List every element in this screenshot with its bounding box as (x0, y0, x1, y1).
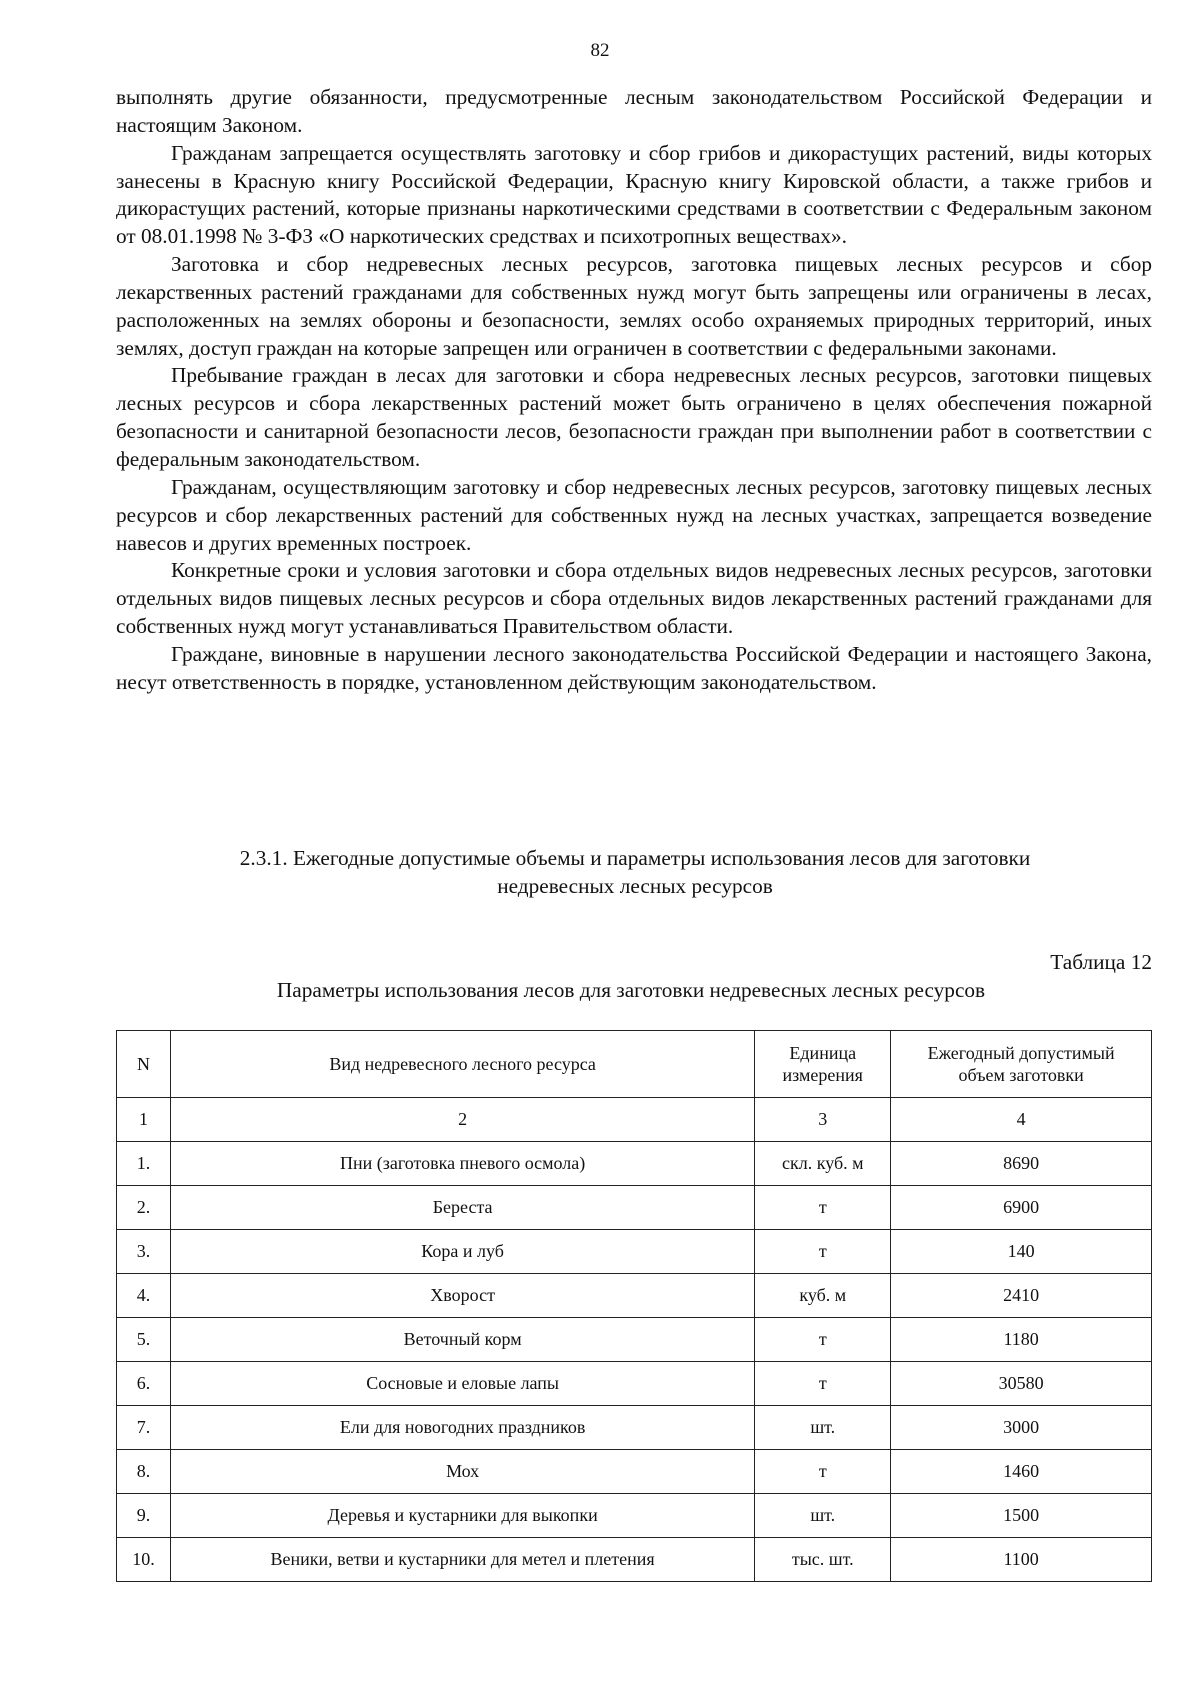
table-row (117, 1406, 1152, 1450)
row-volume: 1500 (891, 1494, 1152, 1538)
table-row (117, 1274, 1152, 1318)
column-number: 3 (755, 1098, 891, 1142)
header-unit-line-1: Единица (789, 1043, 857, 1063)
header-volume-line-2: объем заготовки (958, 1065, 1084, 1085)
section-heading-line-1: 2.3.1. Ежегодные допустимые объемы и параметры использования лесов для заготовки (239, 846, 1031, 870)
row-volume: 140 (891, 1230, 1152, 1274)
row-resource: Береста (170, 1186, 754, 1230)
body-text (116, 84, 1152, 697)
row-volume: 1180 (891, 1318, 1152, 1362)
row-n: 4. (117, 1274, 171, 1318)
row-volume: 6900 (891, 1186, 1152, 1230)
header-unit-line-2: измерения (782, 1065, 863, 1085)
parameters-table (116, 1030, 1152, 1582)
header-n: N (117, 1031, 171, 1098)
row-n: 10. (117, 1538, 171, 1582)
row-resource: Деревья и кустарники для выкопки (170, 1494, 754, 1538)
row-unit: шт. (755, 1494, 891, 1538)
table-header-row (117, 1031, 1152, 1098)
table-row (117, 1494, 1152, 1538)
row-resource: Кора и луб (170, 1230, 754, 1274)
row-unit: т (755, 1450, 891, 1494)
paragraph-4: Пребывание граждан в лесах для заготовки и сбора недревесных лесных ресурсов, заготовки пищевых лесных ресурсов и сбора лекарственных растений может быть ограничено в целях обеспечения пожарной безопасности и санитарной безопасности лесов, безопасности граждан при выполнении работ в соответствии с федеральным законодательством. (116, 363, 1152, 471)
row-n: 6. (117, 1362, 171, 1406)
row-resource: Пни (заготовка пневого осмола) (170, 1142, 754, 1186)
column-number: 1 (117, 1098, 171, 1142)
row-volume: 8690 (891, 1142, 1152, 1186)
paragraph-7: Граждане, виновные в нарушении лесного законодательства Российской Федерации и настоящего Закона, несут ответственность в порядке, установленном действующим законодательством. (116, 641, 1152, 694)
row-resource: Сосновые и еловые лапы (170, 1362, 754, 1406)
row-unit: шт. (755, 1406, 891, 1450)
table-row (117, 1450, 1152, 1494)
row-volume: 30580 (891, 1362, 1152, 1406)
paragraph-6: Конкретные сроки и условия заготовки и сбора отдельных видов недревесных лесных ресурсов, заготовки отдельных видов пищевых лесных ресурсов и сбора отдельных видов лекарственных растений гражданами для собственных нужд могут устанавливаться Правительством области. (116, 558, 1152, 639)
row-n: 8. (117, 1450, 171, 1494)
column-number-row (117, 1098, 1152, 1142)
header-unit (755, 1031, 891, 1098)
row-n: 5. (117, 1318, 171, 1362)
table-row (117, 1318, 1152, 1362)
row-n: 9. (117, 1494, 171, 1538)
paragraph-5: Гражданам, осуществляющим заготовку и сбор недревесных лесных ресурсов, заготовку пищевых лесных ресурсов и сбор лекарственных растений для собственных нужд на лесных участках, запрещается возведение навесов и других временных построек. (116, 474, 1152, 555)
header-volume (891, 1031, 1152, 1098)
row-unit: т (755, 1186, 891, 1230)
row-volume: 3000 (891, 1406, 1152, 1450)
row-unit: тыс. шт. (755, 1538, 891, 1582)
header-volume-line-1: Ежегодный допустимый (927, 1043, 1115, 1063)
row-volume: 1100 (891, 1538, 1152, 1582)
row-resource: Веточный корм (170, 1318, 754, 1362)
table-row (117, 1538, 1152, 1582)
table-number: Таблица 12 (1050, 950, 1152, 974)
table-row (117, 1186, 1152, 1230)
page-number: 82 (590, 40, 610, 61)
row-volume: 2410 (891, 1274, 1152, 1318)
section-heading-line-2: недревесных лесных ресурсов (497, 874, 773, 898)
row-resource: Веники, ветви и кустарники для метел и плетения (170, 1538, 754, 1582)
row-n: 7. (117, 1406, 171, 1450)
table-row (117, 1362, 1152, 1406)
row-unit: т (755, 1318, 891, 1362)
row-unit: т (755, 1362, 891, 1406)
column-number: 2 (170, 1098, 754, 1142)
row-resource: Мох (170, 1450, 754, 1494)
paragraph-3: Заготовка и сбор недревесных лесных ресурсов, заготовка пищевых лесных ресурсов и сбор лекарственных растений гражданами для собственных нужд могут быть запрещены или ограничены в лесах, расположенных на землях обороны и безопасности, землях особо охраняемых природных территорий, иных землях, доступ граждан на которые запрещен или ограничен в соответствии с федеральными законами. (116, 252, 1152, 360)
row-resource: Хворост (170, 1274, 754, 1318)
row-n: 1. (117, 1142, 171, 1186)
header-resource: Вид недревесного лесного ресурса (170, 1031, 754, 1098)
section-heading (150, 844, 1120, 900)
row-unit: т (755, 1230, 891, 1274)
row-unit: скл. куб. м (755, 1142, 891, 1186)
paragraph-1: выполнять другие обязанности, предусмотренные лесным законодательством Российской Федерации и настоящим Законом. (116, 85, 1152, 137)
row-n: 3. (117, 1230, 171, 1274)
table-row (117, 1230, 1152, 1274)
row-volume: 1460 (891, 1450, 1152, 1494)
paragraph-2: Гражданам запрещается осуществлять заготовку и сбор грибов и дикорастущих растений, виды которых занесены в Красную книгу Российской Федерации, Красную книгу Кировской области, а также грибов и дикорастущих растений, которые признаны наркотическими средствами в соответствии с Федеральным законом от 08.01.1998 № 3-ФЗ «О наркотических средствах и психотропных веществах». (116, 140, 1152, 249)
row-unit: куб. м (755, 1274, 891, 1318)
column-number: 4 (891, 1098, 1152, 1142)
row-n: 2. (117, 1186, 171, 1230)
row-resource: Ели для новогодних праздников (170, 1406, 754, 1450)
table-title: Параметры использования лесов для заготовки недревесных лесных ресурсов (276, 978, 986, 1002)
table-row (117, 1142, 1152, 1186)
